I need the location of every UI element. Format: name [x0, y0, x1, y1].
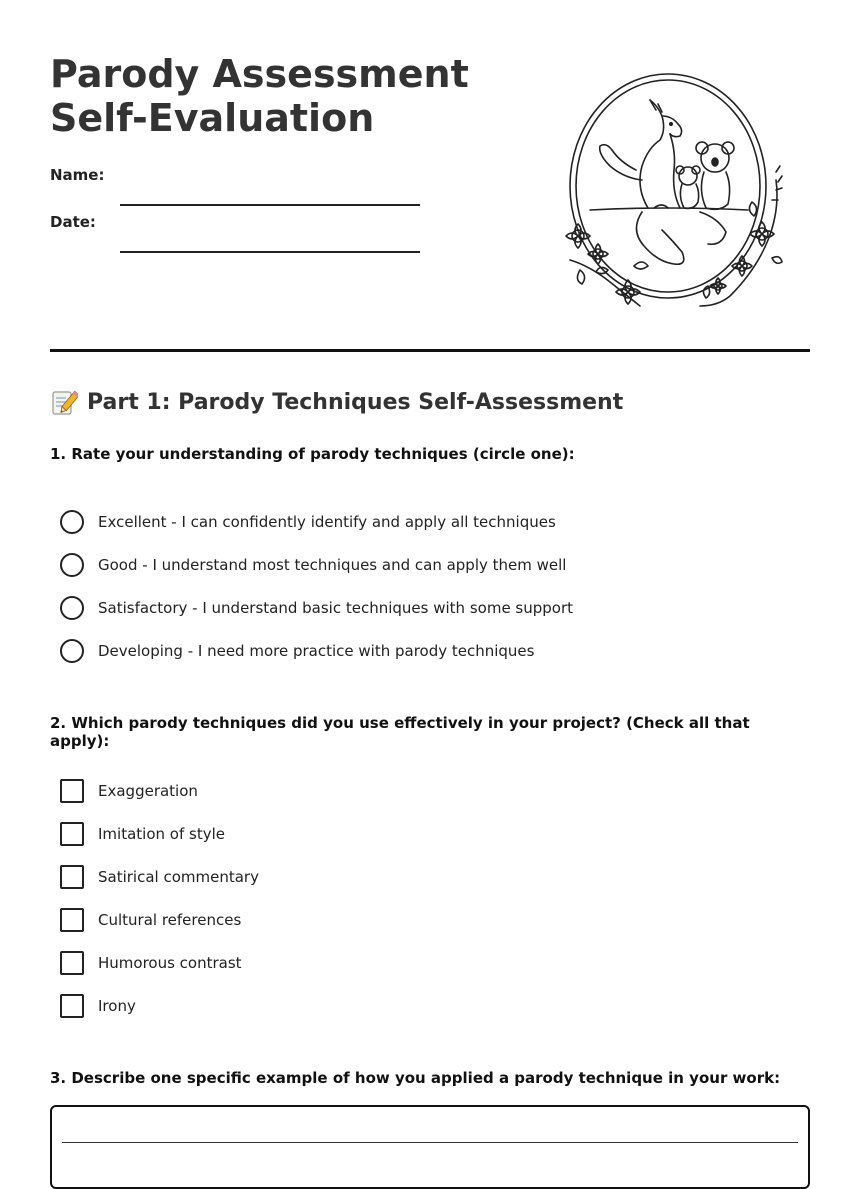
q1-option-label: Good - I understand most techniques and can apply them well — [98, 556, 567, 574]
checkbox[interactable] — [60, 951, 84, 975]
worksheet-page — [50, 0, 810, 1087]
checkbox[interactable] — [60, 908, 84, 932]
question-1: 1. Rate your understanding of parody techniques (circle one): — [50, 445, 575, 463]
q2-option-imitation[interactable] — [60, 821, 225, 847]
date-field — [50, 213, 420, 243]
answer-line — [62, 1142, 798, 1143]
checkbox[interactable] — [60, 994, 84, 1018]
question-3: 3. Describe one specific example of how you applied a parody technique in your work: — [50, 1069, 781, 1087]
q1-option-good[interactable] — [60, 552, 566, 578]
q2-option-label: Imitation of style — [98, 825, 225, 843]
q2-option-label: Irony — [98, 997, 136, 1015]
memo-pencil-icon — [50, 388, 78, 416]
checkbox[interactable] — [60, 779, 84, 803]
part1-heading-text: Part 1: Parody Techniques Self-Assessment — [87, 389, 624, 415]
date-input-line[interactable] — [120, 227, 420, 253]
question-2: 2. Which parody techniques did you use effectively in your project? (Check all that apply): — [50, 714, 750, 750]
q2-option-label: Cultural references — [98, 911, 242, 929]
part1-heading — [50, 388, 623, 416]
name-field — [50, 166, 420, 196]
q2-option-satirical[interactable] — [60, 864, 259, 890]
name-label: Name: — [50, 166, 105, 184]
radio-circle[interactable] — [60, 510, 84, 534]
kangaroo-koala-emblem-icon — [550, 70, 790, 316]
q2-option-contrast[interactable] — [60, 950, 242, 976]
q2-option-label: Humorous contrast — [98, 954, 242, 972]
worksheet-header — [50, 0, 810, 352]
q1-option-label: Excellent - I can confidently identify and apply all techniques — [98, 513, 556, 531]
name-input-line[interactable] — [120, 180, 420, 206]
q1-option-developing[interactable] — [60, 638, 534, 664]
q2-option-label: Satirical commentary — [98, 868, 259, 886]
page-title: Parody Assessment Self-Evaluation — [50, 52, 469, 140]
q2-option-label: Exaggeration — [98, 782, 198, 800]
checkbox[interactable] — [60, 822, 84, 846]
q1-option-satisfactory[interactable] — [60, 595, 573, 621]
header-divider — [50, 349, 810, 352]
q1-option-label: Developing - I need more practice with parody techniques — [98, 642, 535, 660]
q2-option-cultural[interactable] — [60, 907, 241, 933]
radio-circle[interactable] — [60, 553, 84, 577]
date-label: Date: — [50, 213, 96, 231]
q1-option-excellent[interactable] — [60, 509, 556, 535]
q2-option-exaggeration[interactable] — [60, 778, 198, 804]
q1-option-label: Satisfactory - I understand basic techniques with some support — [98, 599, 574, 617]
q3-answer-box[interactable] — [50, 1105, 810, 1189]
checkbox[interactable] — [60, 865, 84, 889]
radio-circle[interactable] — [60, 596, 84, 620]
radio-circle[interactable] — [60, 639, 84, 663]
q2-option-irony[interactable] — [60, 993, 136, 1019]
